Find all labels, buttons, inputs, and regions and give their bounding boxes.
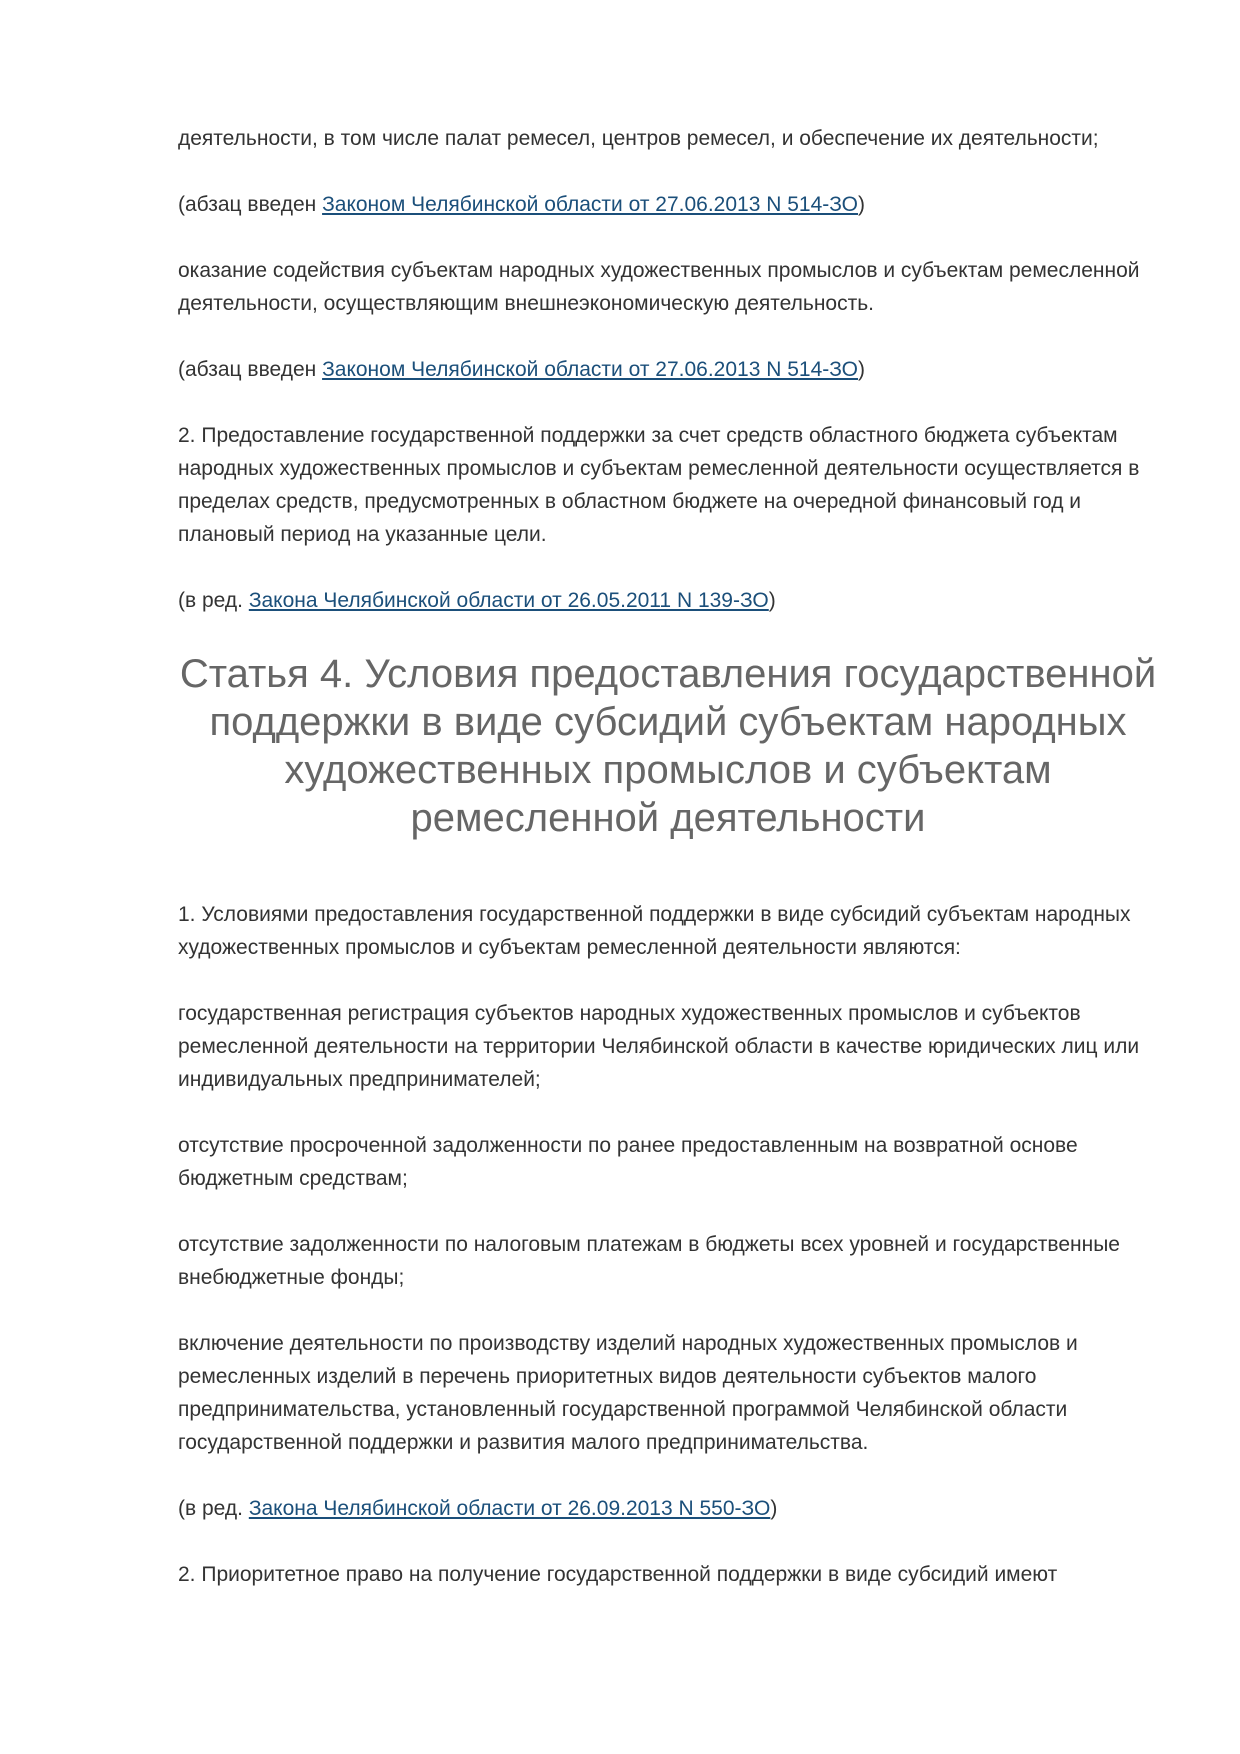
paragraph: 1. Условиями предоставления государственной поддержки в виде субсидий субъектам народных художественных промыслов и субъектам ремесленной деятельности являются: bbox=[178, 903, 1131, 959]
note-suffix: ) bbox=[858, 358, 866, 381]
note-prefix: (в ред. bbox=[178, 1497, 249, 1520]
document-page bbox=[178, 122, 1158, 1624]
note-suffix: ) bbox=[768, 589, 776, 612]
law-link[interactable]: Закона Челябинской области от 26.05.2011 N 139-ЗО bbox=[248, 589, 769, 612]
amendment-note bbox=[178, 188, 1158, 221]
amendment-note bbox=[178, 584, 1158, 617]
paragraph: отсутствие задолженности по налоговым платежам в бюджеты всех уровней и государственные внебюджетные фонды; bbox=[178, 1233, 1120, 1289]
note-suffix: ) bbox=[770, 1497, 778, 1520]
paragraph: оказание содействия субъектам народных художественных промыслов и субъектам ремесленной деятельности, осуществляющим внешнеэкономическую деятельность. bbox=[178, 259, 1140, 315]
paragraph: государственная регистрация субъектов народных художественных промыслов и субъектов ремесленной деятельности на территории Челябинской области в качестве юридических лиц или индивидуальных предпринимателей; bbox=[178, 1002, 1140, 1091]
note-prefix: (абзац введен bbox=[178, 358, 323, 381]
law-link[interactable]: Закона Челябинской области от 26.09.2013 N 550-ЗО bbox=[248, 1497, 771, 1520]
law-link[interactable]: Законом Челябинской области от 27.06.2013 N 514-ЗО bbox=[322, 358, 859, 381]
note-prefix: (абзац введен bbox=[178, 193, 323, 216]
article-heading: Статья 4. Условия предоставления государственной поддержки в виде субсидий субъектам народных художественных промыслов и субъектам ремесленной деятельности bbox=[179, 652, 1157, 840]
paragraph: включение деятельности по производству изделий народных художественных промыслов и ремесленных изделий в перечень приоритетных видов деятельности субъектов малого предпринимательства, установленный государственной программой Челябинской области государственной поддержки и развития малого предпринимательства. bbox=[178, 1332, 1078, 1454]
paragraph: отсутствие просроченной задолженности по ранее предоставленным на возвратной основе бюджетным средствам; bbox=[178, 1134, 1078, 1190]
amendment-note bbox=[178, 353, 1158, 386]
law-link[interactable]: Законом Челябинской области от 27.06.2013 N 514-ЗО bbox=[322, 193, 859, 216]
note-prefix: (в ред. bbox=[178, 589, 249, 612]
paragraph: 2. Приоритетное право на получение государственной поддержки в виде субсидий имеют bbox=[178, 1563, 1058, 1586]
paragraph: деятельности, в том числе палат ремесел, центров ремесел, и обеспечение их деятельности; bbox=[178, 127, 1099, 150]
paragraph: 2. Предоставление государственной поддержки за счет средств областного бюджета субъектам народных художественных промыслов и субъектам ремесленной деятельности осуществляется в пределах средств, предусмотренных в областном бюджете на очередной финансовый год и плановый период на указанные цели. bbox=[178, 424, 1140, 546]
note-suffix: ) bbox=[858, 193, 866, 216]
amendment-note bbox=[178, 1492, 1158, 1525]
